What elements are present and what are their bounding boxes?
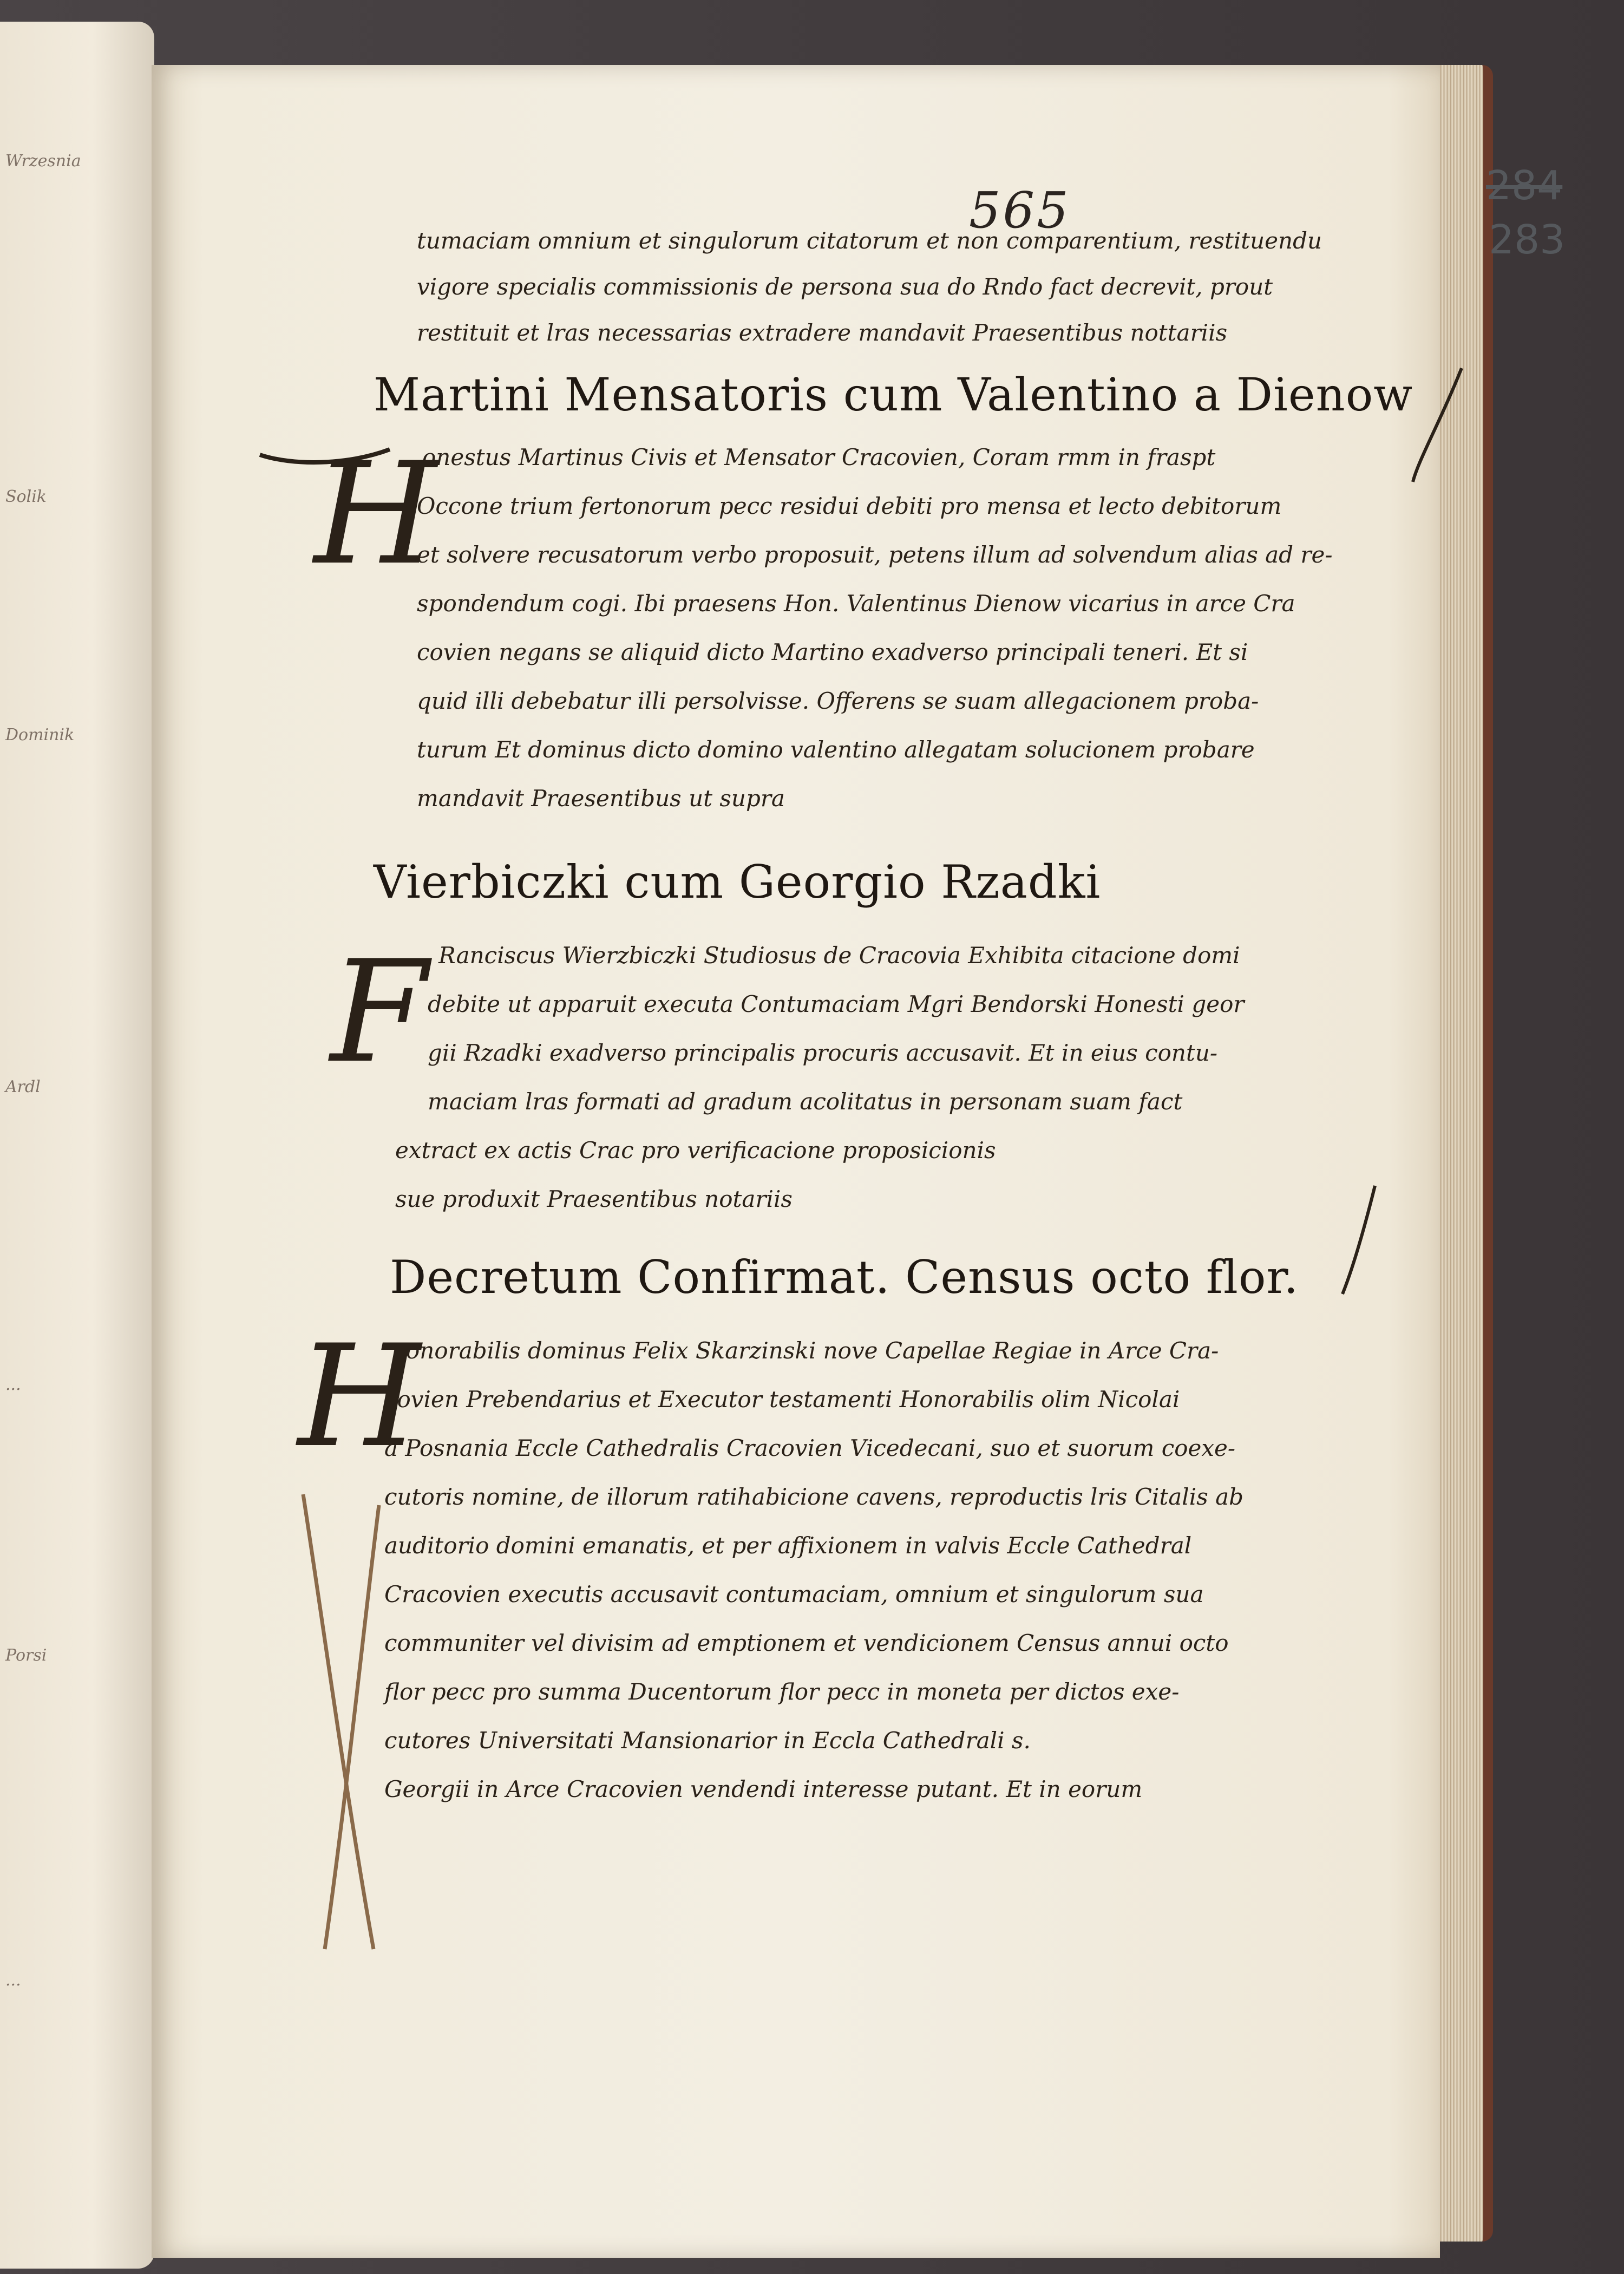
text-line: covien Prebendarius et Executor testamenti Honorabilis olim Nicolai: [384, 1386, 1180, 1413]
text-line: spondendum cogi. Ibi praesens Hon. Valentinus Dienow vicarius in arce Cra: [417, 590, 1295, 617]
facing-page-fragment: Wrzesnia: [5, 152, 81, 171]
text-line: Cracovien executis accusavit contumaciam, omnium et singulorum sua: [384, 1581, 1204, 1608]
text-line: vigore specialis commissionis de persona sua do Rndo fact decrevit, prout: [417, 273, 1273, 300]
text-line: covien negans se aliquid dicto Martino exadverso principali teneri. Et si: [417, 639, 1248, 665]
facing-page-fragment: ...: [5, 1375, 21, 1394]
text-line: communiter vel divisim ad emptionem et vendicionem Census annui octo: [384, 1630, 1229, 1656]
text-line: cutoris nomine, de illorum ratihabicione cavens, reproductis lris Citalis ab: [384, 1484, 1243, 1510]
text-line: Occone trium fertonorum pecc residui debiti pro mensa et lecto debitorum: [417, 493, 1282, 519]
facing-page-fragment: Solik: [5, 487, 47, 506]
facing-page-edge: [0, 22, 154, 2269]
manuscript-page: [152, 65, 1566, 2258]
text-line: onestus Martinus Civis et Mensator Cracovien, Coram rmm in fraspt: [422, 444, 1216, 471]
facing-page-fragment: Dominik: [5, 726, 75, 744]
decorated-initial: H: [298, 1315, 421, 1479]
margin-cross-mark: [287, 1473, 395, 1960]
section-heading: Vierbiczki cum Georgio Rzadki: [374, 855, 1101, 909]
facing-page-fragment: Ardl: [5, 1077, 41, 1096]
text-line: gii Rzadki exadverso principalis procuris accusavit. Et in eius contu-: [428, 1040, 1218, 1066]
text-line: tumaciam omnium et singulorum citatorum et non comparentium, restituendu: [417, 227, 1322, 254]
section-heading: Decretum Confirmat. Census octo flor.: [390, 1251, 1299, 1304]
text-line: auditorio domini emanatis, et per affixionem in valvis Eccle Cathedral: [384, 1532, 1192, 1559]
margin-stroke: [1321, 1180, 1386, 1299]
text-line: cutores Universitati Mansionarior in Eccla Cathedrali s.: [384, 1727, 1031, 1754]
text-line: sue produxit Praesentibus notariis: [395, 1186, 793, 1212]
text-line: turum Et dominus dicto domino valentino allegatam solucionem probare: [417, 736, 1255, 763]
text-line: mandavit Praesentibus ut supra: [417, 785, 785, 812]
text-line: et solvere recusatorum verbo proposuit, petens illum ad solvendum alias ad re-: [417, 541, 1333, 568]
text-line: onorabilis dominus Felix Skarzinski nove Capellae Regiae in Arce Cra-: [406, 1337, 1219, 1364]
text-line: Georgii in Arce Cracovien vendendi interesse putant. Et in eorum: [384, 1776, 1143, 1802]
facing-page-fragment: ...: [5, 1971, 21, 1990]
text-line: extract ex actis Crac pro verificacione proposicionis: [395, 1137, 996, 1164]
facing-page-fragment: Porsi: [5, 1646, 47, 1665]
corner-number-old: 284: [1486, 162, 1563, 209]
text-line: Ranciscus Wierzbiczki Studiosus de Cracovia Exhibita citacione domi: [438, 942, 1240, 969]
text-line: flor pecc pro summa Ducentorum flor pecc in moneta per dictos exe-: [384, 1678, 1180, 1705]
text-line: restituit et lras necessarias extradere mandavit Praesentibus nottariis: [417, 319, 1228, 346]
text-line: debite ut apparuit executa Contumaciam Mgri Bendorski Honesti geor: [428, 991, 1245, 1017]
decorated-initial: F: [330, 931, 428, 1094]
text-line: a Posnania Eccle Cathedralis Cracovien Vicedecani, suo et suorum coexe-: [384, 1435, 1236, 1461]
text-line: quid illi debebatur illi persolvisse. Offerens se suam allegacionem proba-: [417, 688, 1259, 714]
decorated-initial: H: [314, 433, 437, 596]
section-heading: Martini Mensatoris cum Valentino a Dienow: [374, 368, 1413, 421]
corner-number-new: 283: [1489, 217, 1566, 263]
text-line: maciam lras formati ad gradum acolitatus in personam suam fact: [428, 1088, 1183, 1115]
folio-number: 565: [969, 181, 1071, 239]
